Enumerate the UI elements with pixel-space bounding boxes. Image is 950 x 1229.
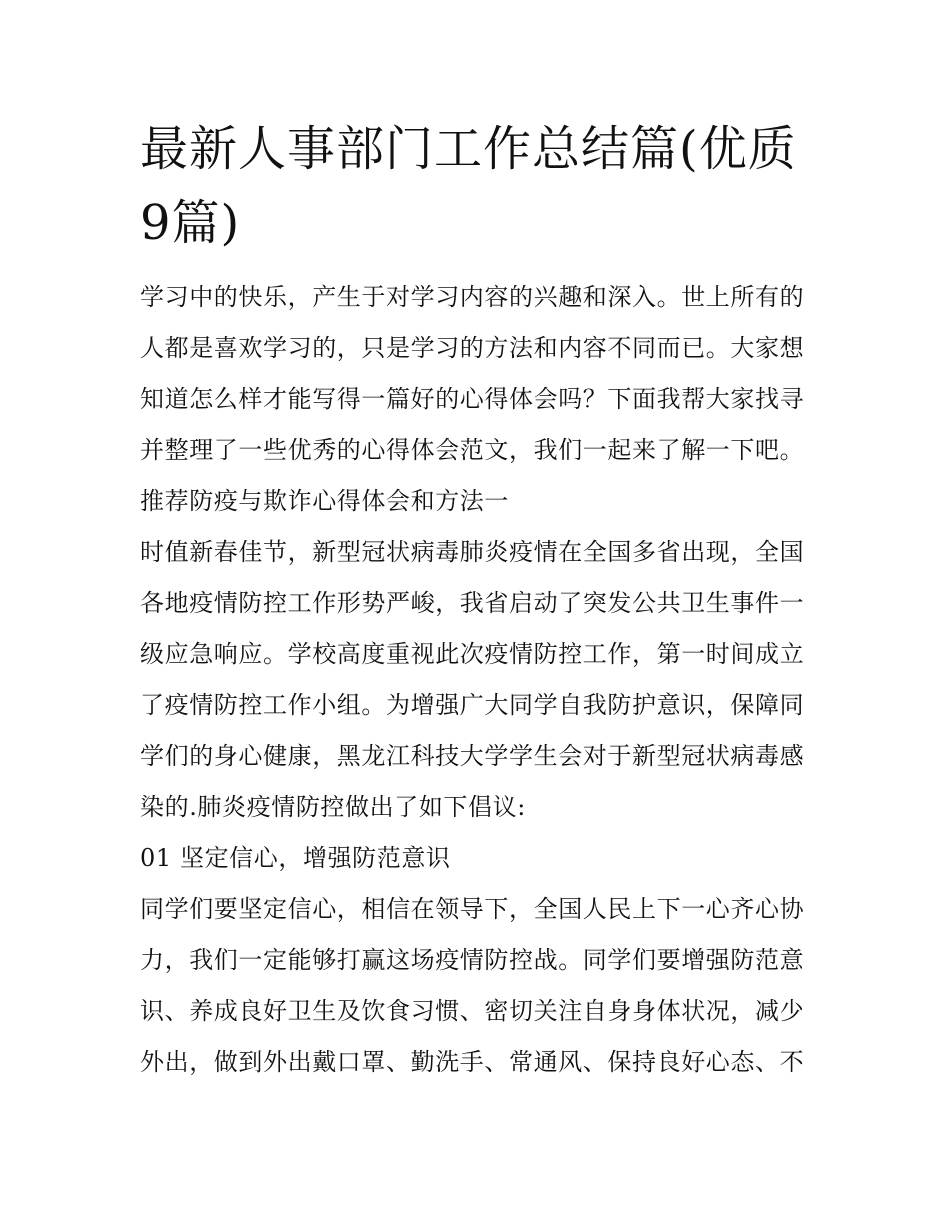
section-heading: 推荐防疫与欺诈心得体会和方法一 xyxy=(140,487,509,515)
body-paragraph: 时值新春佳节，新型冠状病毒肺炎疫情在全国多省出现，全国各地疫情防控工作形势严峻，我省启动了突发公共卫生事件一级应急响应。学校高度重视此次疫情防控工作，第一时间成立了疫情防控工作小组。为增强广大同学自我防护意识，保障同学们的身心健康，黑龙江科技大学学生会对于新型冠状病毒感染的.肺炎疫情防控做出了如下倡议: xyxy=(140,538,805,821)
body-paragraph: 同学们要坚定信心，相信在领导下，全国人民上下一心齐心协力，我们一定能够打赢这场疫情防控战。同学们要增强防范意识、养成良好卫生及饮食习惯、密切关注自身身体状况，减少外出，做到外出戴口罩、勤洗手、常通风、保持良好心态、不 xyxy=(140,895,805,1076)
document-body xyxy=(140,112,812,1088)
intro-paragraph: 学习中的快乐，产生于对学习内容的兴趣和深入。世上所有的人都是喜欢学习的，只是学习的方法和内容不同而已。大家想知道怎么样才能写得一篇好的心得体会吗？下面我帮大家找寻并整理了一些优秀的心得体会范文，我们一起来了解一下吧。 xyxy=(140,283,805,464)
page-title: 最新人事部门工作总结篇(优质9篇) xyxy=(140,121,797,251)
subsection-heading: 01 坚定信心，增强防范意识 xyxy=(140,844,451,872)
